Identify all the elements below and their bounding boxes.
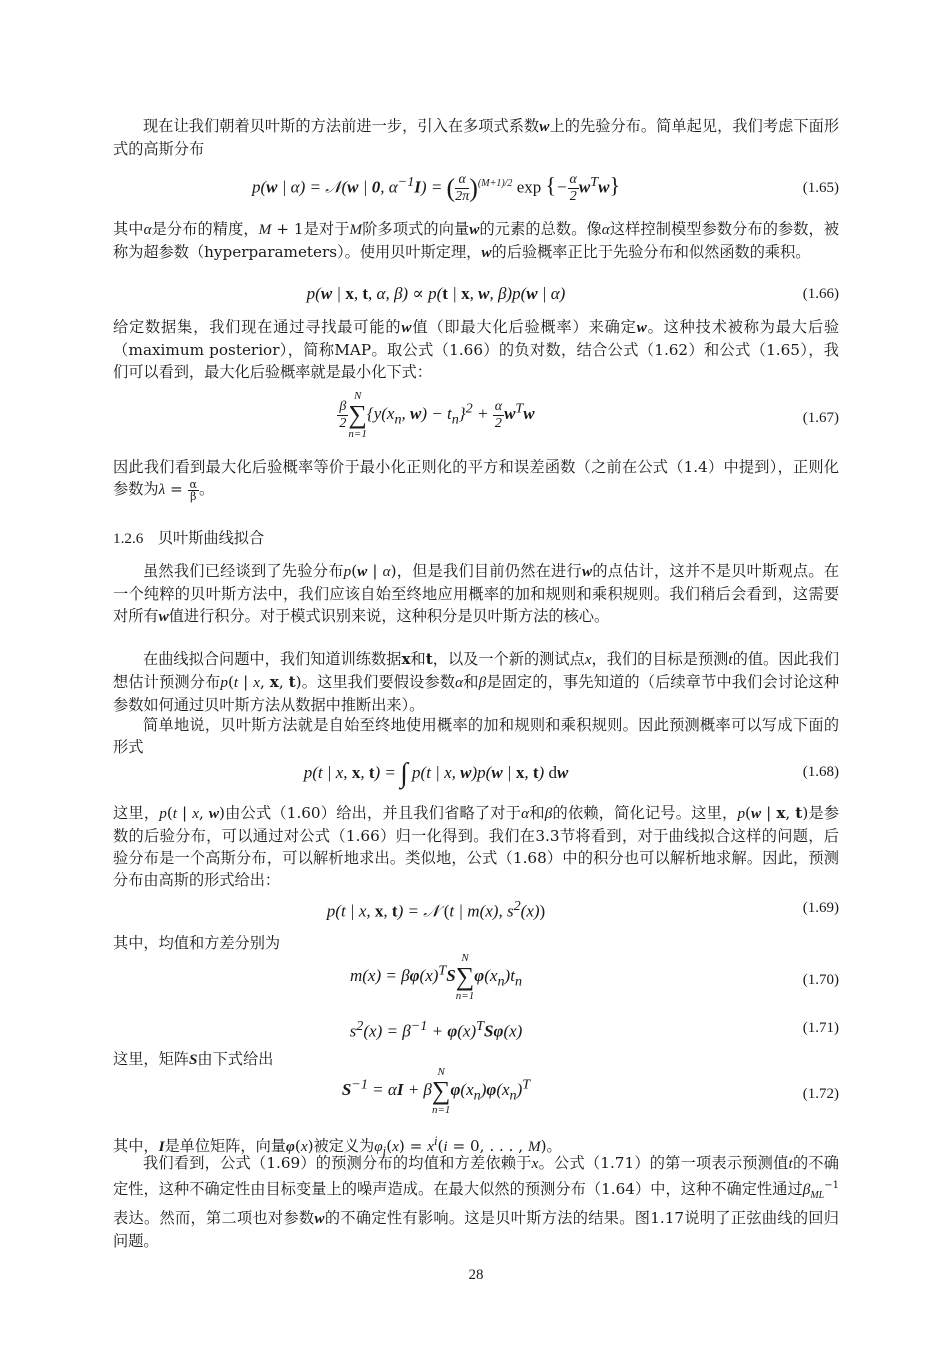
page-number: 28 [468,1267,484,1283]
equation-1-69: p(t | x, x, t) = 𝒩 (t | m(x), $s^2(x)$) (1.69) [326,898,839,921]
equation-number: (1.67) [802,410,839,426]
paragraph-7: 简单地说，贝叶斯方法就是自始至终地使用概率的加和规则和乘积规则。因此预测概率可以写成下面的形式 [113,716,839,756]
equation-number: (1.70) [802,972,839,988]
paragraph-12: 我们看到，公式（1.69）的预测分布的均值和方差依赖于x。公式（1.71）的第一项表示预测值t的不确定性，这种不确定性由目标变量上的噪声造成。在最大似然的预测分布（1.64）中，这种不确定性通过$\beta_{ML}^{-1}$表达。然而，第二项也对参数w的不确定性有影响。这是贝叶斯方法的结果。图1.17说明了正弦曲线的回归问题。 [113,1154,839,1251]
equation-1-68: p(t | x, x, t) = ∫ p(t | x, w)p(w | x, t) dw (1.68) [303,758,839,789]
paragraph-11: 其中，I是单位矩阵，向量φ(x)被定义为$\varphi_i(x) = x^i(i = 0$, . . . , M)。 [113,1134,562,1159]
paragraph-2: 其中α是分布的精度，M + 1是对于M阶多项式的向量w的元素的总数。像α这样控制模型参数分布的参数，被称为超参数（hyperparameters）。使用贝叶斯定理，w的后验概率正比于先验分布和似然函数的乘积。 [113,220,840,261]
paragraph-1: 现在让我们朝着贝叶斯的方法前进一步，引入在多项式系数w上的先验分布。简单起见，我们考虑下面形式的高斯分布 [113,117,840,158]
section-title: 贝叶斯曲线拟合 [157,529,265,547]
equation-1-65: p(w | α) = 𝒩(w | 0, $\alpha^{-1}I$) = ( $\frac{\alpha}{2\pi}$ )$^{(M+1)/2}$ exp {− $\frac{\alpha}{2}$ $w^Tw$} (1.65) [251,172,839,204]
equation-1-71: $s^2(x) = \beta^{-1} + \varphi(x)^TS\varphi(x)$ (1.71) [349,1018,839,1041]
equation-number: (1.69) [802,900,839,916]
equation-number: (1.66) [802,286,839,302]
paragraph-6: 在曲线拟合问题中，我们知道训练数据x和t，以及一个新的测试点x，我们的目标是预测t的值。因此我们想估计预测分布p(t | x, x, t)。这里我们要假设参数α和β是固定的，事先知道的（后续章节中我们会讨论这种参数如何通过贝叶斯方法从数据中推断出来）。 [113,650,840,714]
paragraph-10: 这里，矩阵S由下式给出 [113,1050,274,1068]
equation-1-67: $\frac{\beta}{2}$ N ∑ n=1 {$y(x_n$, $w) - t_n\}^2$ + $\frac{\alpha}{2}$ $w^Tw$ (1.67) [339,390,839,440]
paragraph-8: 这里，p(t | x, w)由公式（1.60）给出，并且我们省略了对于α和β的依赖，简化记号。这里，p(w | x, t)是参数的后验分布，可以通过对公式（1.66）归一化得到。我们在3.3节将看到，对于曲线拟合这样的问题，后验分布是一个高斯分布，可以解析地求出。类似地，公式（1.68）中的积分也可以解析地求解。因此，预测分布由高斯的形式给出： [113,804,840,889]
paragraph-5: 虽然我们已经谈到了先验分布p(w | α)，但是我们目前仍然在进行w的点估计，这并不是贝叶斯观点。在一个纯粹的贝叶斯方法中，我们应该自始至终地应用概率的加和规则和乘积规则。我们稍后会看到，这需要对所有w值进行积分。对于模式识别来说，这种积分是贝叶斯方法的核心。 [113,562,840,625]
equation-1-72: $S^{-1} = \alpha I + \beta$ N ∑ n=1 $\varphi(x_n)\varphi(x_n)^T$ (1.72) [341,1066,839,1116]
equation-1-70: $m(x) = \beta\varphi(x)^TS$ N ∑ n=1 $\varphi(x_n)t_n$ (1.70) [349,952,839,1002]
equation-number: (1.65) [802,180,839,196]
paragraph-4: 因此我们看到最大化后验概率等价于最小化正则化的平方和误差函数（之前在公式（1.4）中提到），正则化参数为λ = $\frac{\alpha}{\beta}$ 。 [113,458,839,503]
paragraph-9: 其中，均值和方差分别为 [113,934,281,952]
section-number: 1.2.6 [113,530,144,547]
section-heading [113,527,264,548]
equation-1-66: p(w | x, t, α, β) ∝ p(t | x, w, β)p(w | α) (1.66) [306,284,839,303]
equation-number: (1.72) [802,1086,839,1102]
equation-number: (1.68) [802,764,839,780]
paragraph-3: 给定数据集，我们现在通过寻找最可能的w值（即最大化后验概率）来确定w。这种技术被称为最大后验（maximum posterior），简称MAP。取公式（1.66）的负对数，结合公式（1.62）和公式（1.65），我们可以看到，最大化后验概率就是最小化下式： [113,318,840,381]
equation-number: (1.71) [802,1020,839,1036]
